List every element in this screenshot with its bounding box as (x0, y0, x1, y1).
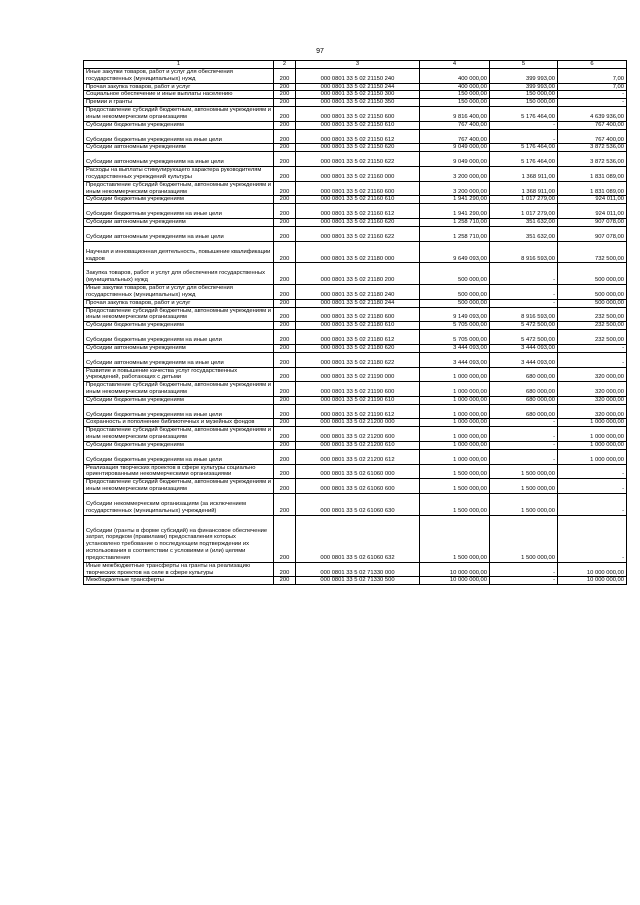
row-code-cell: 200 (274, 307, 296, 322)
row-remaining-cell: 1 000 000,00 (558, 441, 627, 449)
row-executed-cell: 5 472 500,00 (490, 322, 558, 330)
row-name-cell: Субсидии бюджетным учреждениям (84, 121, 274, 129)
row-approved-cell: 1 500 000,00 (420, 493, 490, 515)
row-executed-cell: - (490, 427, 558, 442)
row-approved-cell: 500 000,00 (420, 299, 490, 307)
row-remaining-cell: 320 000,00 (558, 382, 627, 397)
row-code-cell: 200 (274, 196, 296, 204)
row-code-cell: 200 (274, 515, 296, 562)
row-approved-cell: 1 000 000,00 (420, 396, 490, 404)
row-code-cell: 200 (274, 344, 296, 352)
row-code-cell: 200 (274, 91, 296, 99)
row-approved-cell: 500 000,00 (420, 285, 490, 300)
row-kbk-cell: 000 0801 33 5 02 21200 610 (296, 441, 420, 449)
row-name-cell: Развитие и повышение качества услуг государственных учреждений, работающих с детьми (84, 367, 274, 382)
row-name-cell: Иные закупки товаров, работ и услуг для обеспечения государственных (муниципальных) нужд (84, 285, 274, 300)
row-approved-cell: 1 000 000,00 (420, 404, 490, 419)
row-executed-cell: 680 000,00 (490, 396, 558, 404)
row-remaining-cell: - (558, 99, 627, 107)
row-code-cell: 200 (274, 167, 296, 182)
row-kbk-cell: 000 0801 33 5 02 21180 244 (296, 299, 420, 307)
row-kbk-cell: 000 0801 33 5 02 21200 600 (296, 427, 420, 442)
row-name-cell: Субсидии автономным учреждениям (84, 219, 274, 227)
row-kbk-cell: 000 0801 33 5 02 71330 500 (296, 577, 420, 585)
row-code-cell: 200 (274, 577, 296, 585)
table-row (84, 404, 627, 419)
row-name-cell: Субсидии бюджетным учреждениям (84, 196, 274, 204)
table-row (84, 515, 627, 562)
row-remaining-cell: 924 011,00 (558, 204, 627, 219)
row-remaining-cell: 1 000 000,00 (558, 427, 627, 442)
table-row (84, 449, 627, 464)
table-row (84, 299, 627, 307)
column-header-5: 5 (490, 61, 558, 69)
row-executed-cell: 1 500 000,00 (490, 493, 558, 515)
row-executed-cell: - (490, 449, 558, 464)
table-row (84, 241, 627, 263)
row-name-cell: Социальное обеспечение и иные выплаты населению (84, 91, 274, 99)
row-approved-cell: 150 000,00 (420, 91, 490, 99)
table-row (84, 307, 627, 322)
row-remaining-cell: - (558, 493, 627, 515)
row-executed-cell: 3 444 093,00 (490, 344, 558, 352)
row-kbk-cell: 000 0801 33 5 02 21200 612 (296, 449, 420, 464)
row-executed-cell: 5 472 500,00 (490, 330, 558, 345)
row-remaining-cell: 320 000,00 (558, 404, 627, 419)
row-code-cell: 200 (274, 449, 296, 464)
row-kbk-cell: 000 0801 33 5 02 61060 600 (296, 479, 420, 494)
row-name-cell: Субсидии автономным учреждениям (84, 344, 274, 352)
row-name-cell: Субсидии бюджетным учреждениям на иные цели (84, 449, 274, 464)
row-approved-cell: 1 000 000,00 (420, 427, 490, 442)
table-row (84, 226, 627, 241)
row-code-cell: 200 (274, 493, 296, 515)
row-kbk-cell: 000 0801 33 5 02 61060 632 (296, 515, 420, 562)
row-approved-cell: 767 400,00 (420, 121, 490, 129)
column-header-1: 1 (84, 61, 274, 69)
row-code-cell: 200 (274, 83, 296, 91)
row-approved-cell: 1 000 000,00 (420, 419, 490, 427)
row-name-cell: Субсидии бюджетным учреждениям (84, 322, 274, 330)
row-kbk-cell: 000 0801 33 5 02 21180 610 (296, 322, 420, 330)
row-executed-cell: 1 368 911,00 (490, 181, 558, 196)
table-row (84, 167, 627, 182)
row-executed-cell: 8 916 593,00 (490, 307, 558, 322)
row-approved-cell: 1 941 290,00 (420, 196, 490, 204)
row-remaining-cell: 3 872 536,00 (558, 144, 627, 152)
row-name-cell: Расходы на выплаты стимулирующего характера руководителям государственных учреждений культуры (84, 167, 274, 182)
row-approved-cell: 5 705 000,00 (420, 322, 490, 330)
row-approved-cell: 1 258 710,00 (420, 226, 490, 241)
row-kbk-cell: 000 0801 33 5 02 21150 244 (296, 83, 420, 91)
table-row (84, 441, 627, 449)
row-code-cell: 200 (274, 263, 296, 285)
row-executed-cell: - (490, 562, 558, 577)
row-kbk-cell: 000 0801 33 5 02 21190 610 (296, 396, 420, 404)
row-executed-cell: 680 000,00 (490, 367, 558, 382)
row-kbk-cell: 000 0801 33 5 02 21180 620 (296, 344, 420, 352)
row-approved-cell: 1 941 290,00 (420, 204, 490, 219)
page-number: 97 (316, 48, 324, 55)
row-approved-cell: 9 049 000,00 (420, 144, 490, 152)
row-remaining-cell: 1 000 000,00 (558, 449, 627, 464)
row-approved-cell: 1 000 000,00 (420, 367, 490, 382)
row-executed-cell: 8 916 593,00 (490, 241, 558, 263)
row-approved-cell: 1 000 000,00 (420, 449, 490, 464)
row-executed-cell: 351 632,00 (490, 226, 558, 241)
row-name-cell: Межбюджетные трансферты (84, 577, 274, 585)
row-code-cell: 200 (274, 464, 296, 479)
row-name-cell: Премии и гранты (84, 99, 274, 107)
row-code-cell: 200 (274, 330, 296, 345)
row-executed-cell: - (490, 577, 558, 585)
row-name-cell: Предоставление субсидий бюджетным, автономным учреждениям и иным некоммерческим организациям (84, 427, 274, 442)
row-code-cell: 200 (274, 204, 296, 219)
row-kbk-cell: 000 0801 33 5 02 21150 620 (296, 144, 420, 152)
row-executed-cell: 1 368 911,00 (490, 167, 558, 182)
row-kbk-cell: 000 0801 33 5 02 21150 600 (296, 107, 420, 122)
row-kbk-cell: 000 0801 33 5 02 21150 622 (296, 152, 420, 167)
row-code-cell: 200 (274, 152, 296, 167)
row-remaining-cell: 907 078,00 (558, 226, 627, 241)
row-approved-cell: 9 049 000,00 (420, 152, 490, 167)
row-approved-cell: 1 500 000,00 (420, 479, 490, 494)
row-executed-cell: 1 500 000,00 (490, 464, 558, 479)
row-remaining-cell: 500 000,00 (558, 263, 627, 285)
row-executed-cell: 1 017 279,00 (490, 196, 558, 204)
row-remaining-cell: 4 639 936,00 (558, 107, 627, 122)
row-name-cell: Субсидии бюджетным учреждениям на иные цели (84, 330, 274, 345)
table-row (84, 69, 627, 84)
row-remaining-cell: 924 011,00 (558, 196, 627, 204)
row-approved-cell: 9 149 093,00 (420, 307, 490, 322)
row-remaining-cell: - (558, 344, 627, 352)
budget-table (83, 60, 627, 585)
row-executed-cell: 351 632,00 (490, 219, 558, 227)
table-row (84, 577, 627, 585)
row-remaining-cell: 7,00 (558, 69, 627, 84)
row-executed-cell: - (490, 419, 558, 427)
row-remaining-cell: 732 500,00 (558, 241, 627, 263)
row-code-cell: 200 (274, 382, 296, 397)
row-code-cell: 200 (274, 99, 296, 107)
row-name-cell: Прочая закупка товаров, работ и услуг (84, 299, 274, 307)
row-executed-cell: 150 000,00 (490, 91, 558, 99)
row-name-cell: Субсидии автономным учреждениям на иные цели (84, 152, 274, 167)
row-executed-cell: - (490, 441, 558, 449)
row-name-cell: Субсидии автономным учреждениям на иные цели (84, 226, 274, 241)
column-header-2: 2 (274, 61, 296, 69)
row-approved-cell: 3 200 000,00 (420, 181, 490, 196)
row-remaining-cell: 3 872 536,00 (558, 152, 627, 167)
column-header-4: 4 (420, 61, 490, 69)
row-code-cell: 200 (274, 441, 296, 449)
table-row (84, 382, 627, 397)
row-approved-cell: 9 816 400,00 (420, 107, 490, 122)
column-header-3: 3 (296, 61, 420, 69)
row-approved-cell: 10 000 000,00 (420, 562, 490, 577)
row-approved-cell: 3 444 093,00 (420, 352, 490, 367)
row-code-cell: 200 (274, 219, 296, 227)
row-kbk-cell: 000 0801 33 5 02 21180 000 (296, 241, 420, 263)
row-executed-cell: - (490, 121, 558, 129)
row-name-cell: Прочая закупка товаров, работ и услуг (84, 83, 274, 91)
row-kbk-cell: 000 0801 33 5 02 21160 612 (296, 204, 420, 219)
row-name-cell: Субсидии (гранты в форме субсидий) на финансовое обеспечение затрат, порядком (правилами) предоставления которых установлено требование о последующем подтверждении их использования в соответствии с условиями и (или) целями предоставления (84, 515, 274, 562)
row-executed-cell: 5 176 464,00 (490, 152, 558, 167)
table-row (84, 493, 627, 515)
row-kbk-cell: 000 0801 33 5 02 21180 240 (296, 285, 420, 300)
table-row (84, 322, 627, 330)
row-code-cell: 200 (274, 404, 296, 419)
row-remaining-cell: - (558, 515, 627, 562)
table-row (84, 219, 627, 227)
row-name-cell: Сохранность и пополнение библиотечных и музейных фондов (84, 419, 274, 427)
row-kbk-cell: 000 0801 33 5 02 21180 600 (296, 307, 420, 322)
row-remaining-cell: - (558, 464, 627, 479)
row-approved-cell: 1 500 000,00 (420, 464, 490, 479)
row-name-cell: Субсидии бюджетным учреждениям на иные цели (84, 204, 274, 219)
row-name-cell: Закупка товаров, работ и услуг для обеспечения государственных (муниципальных) нужд (84, 263, 274, 285)
table-row (84, 562, 627, 577)
row-approved-cell: 400 000,00 (420, 83, 490, 91)
table-row (84, 181, 627, 196)
row-remaining-cell: 7,00 (558, 83, 627, 91)
row-approved-cell: 500 000,00 (420, 263, 490, 285)
row-remaining-cell: 232 500,00 (558, 330, 627, 345)
table-row (84, 464, 627, 479)
table-row (84, 419, 627, 427)
row-kbk-cell: 000 0801 33 5 02 21160 620 (296, 219, 420, 227)
table-row (84, 285, 627, 300)
table-row (84, 367, 627, 382)
row-kbk-cell: 000 0801 33 5 02 21160 622 (296, 226, 420, 241)
row-code-cell: 200 (274, 121, 296, 129)
row-approved-cell: 400 000,00 (420, 69, 490, 84)
table-row (84, 204, 627, 219)
row-approved-cell: 9 649 093,00 (420, 241, 490, 263)
row-executed-cell: 399 993,00 (490, 83, 558, 91)
row-remaining-cell: 1 831 089,00 (558, 167, 627, 182)
row-code-cell: 200 (274, 396, 296, 404)
row-code-cell: 200 (274, 226, 296, 241)
table-header-row (84, 61, 627, 69)
row-kbk-cell: 000 0801 33 5 02 21150 610 (296, 121, 420, 129)
row-kbk-cell: 000 0801 33 5 02 21180 612 (296, 330, 420, 345)
row-remaining-cell: 500 000,00 (558, 285, 627, 300)
row-approved-cell: 767 400,00 (420, 129, 490, 144)
row-executed-cell: 5 176 464,00 (490, 144, 558, 152)
row-name-cell: Субсидии бюджетным учреждениям на иные цели (84, 404, 274, 419)
row-executed-cell: - (490, 299, 558, 307)
row-executed-cell: 680 000,00 (490, 382, 558, 397)
row-kbk-cell: 000 0801 33 5 02 21160 000 (296, 167, 420, 182)
row-approved-cell: 10 000 000,00 (420, 577, 490, 585)
row-code-cell: 200 (274, 241, 296, 263)
row-executed-cell: 680 000,00 (490, 404, 558, 419)
row-code-cell: 200 (274, 181, 296, 196)
table-row (84, 107, 627, 122)
row-name-cell: Предоставление субсидий бюджетным, автономным учреждениям и иным некоммерческим организациям (84, 479, 274, 494)
row-remaining-cell: 767 400,00 (558, 121, 627, 129)
table-row (84, 479, 627, 494)
row-kbk-cell: 000 0801 33 5 02 61060 630 (296, 493, 420, 515)
row-executed-cell: 3 444 093,00 (490, 352, 558, 367)
row-approved-cell: 1 258 710,00 (420, 219, 490, 227)
row-remaining-cell: 320 000,00 (558, 396, 627, 404)
row-name-cell: Предоставление субсидий бюджетным, автономным учреждениям и иным некоммерческим организациям (84, 107, 274, 122)
row-executed-cell: 150 000,00 (490, 99, 558, 107)
row-remaining-cell: 500 000,00 (558, 299, 627, 307)
row-remaining-cell: 320 000,00 (558, 367, 627, 382)
row-name-cell: Реализация творческих проектов в сфере культуры социально ориентированными некоммерческими организациями (84, 464, 274, 479)
row-remaining-cell: 1 831 089,00 (558, 181, 627, 196)
column-header-6: 6 (558, 61, 627, 69)
row-remaining-cell: - (558, 91, 627, 99)
row-kbk-cell: 000 0801 33 5 02 61060 000 (296, 464, 420, 479)
row-approved-cell: 1 000 000,00 (420, 441, 490, 449)
table-row (84, 121, 627, 129)
table-body (84, 69, 627, 585)
row-name-cell: Субсидии бюджетным учреждениям (84, 441, 274, 449)
row-executed-cell: - (490, 129, 558, 144)
row-remaining-cell: 10 000 000,00 (558, 577, 627, 585)
row-approved-cell: 1 500 000,00 (420, 515, 490, 562)
row-executed-cell: 399 993,00 (490, 69, 558, 84)
row-approved-cell: 5 705 000,00 (420, 330, 490, 345)
row-code-cell: 200 (274, 69, 296, 84)
row-name-cell: Предоставление субсидий бюджетным, автономным учреждениям и иным некоммерческим организациям (84, 181, 274, 196)
row-name-cell: Предоставление субсидий бюджетным, автономным учреждениям и иным некоммерческим организациям (84, 307, 274, 322)
table-row (84, 144, 627, 152)
row-kbk-cell: 000 0801 33 5 02 21190 600 (296, 382, 420, 397)
row-code-cell: 200 (274, 479, 296, 494)
table-row (84, 83, 627, 91)
row-approved-cell: 3 200 000,00 (420, 167, 490, 182)
row-name-cell: Научная и инновационная деятельность, повышение квалификации кадров (84, 241, 274, 263)
row-name-cell: Субсидии автономным учреждениям (84, 144, 274, 152)
row-kbk-cell: 000 0801 33 5 02 21190 612 (296, 404, 420, 419)
row-code-cell: 200 (274, 322, 296, 330)
row-remaining-cell: - (558, 352, 627, 367)
table-row (84, 152, 627, 167)
row-remaining-cell: 10 000 000,00 (558, 562, 627, 577)
table-row (84, 99, 627, 107)
table-row (84, 396, 627, 404)
row-name-cell: Предоставление субсидий бюджетным, автономным учреждениям и иным некоммерческим организациям (84, 382, 274, 397)
row-name-cell: Субсидии некоммерческим организациям (за исключением государственных (муниципальных) учреждений) (84, 493, 274, 515)
row-kbk-cell: 000 0801 33 5 02 71330 000 (296, 562, 420, 577)
row-code-cell: 200 (274, 427, 296, 442)
row-kbk-cell: 000 0801 33 5 02 21200 000 (296, 419, 420, 427)
row-remaining-cell: 1 000 000,00 (558, 419, 627, 427)
row-executed-cell: 1 500 000,00 (490, 479, 558, 494)
row-code-cell: 200 (274, 285, 296, 300)
table-row (84, 330, 627, 345)
row-remaining-cell: 767 400,00 (558, 129, 627, 144)
row-kbk-cell: 000 0801 33 5 02 21150 300 (296, 91, 420, 99)
table-row (84, 129, 627, 144)
row-kbk-cell: 000 0801 33 5 02 21150 612 (296, 129, 420, 144)
row-name-cell: Субсидии автономным учреждениям на иные цели (84, 352, 274, 367)
row-name-cell: Субсидии бюджетным учреждениям на иные цели (84, 129, 274, 144)
row-code-cell: 200 (274, 107, 296, 122)
row-code-cell: 200 (274, 299, 296, 307)
row-kbk-cell: 000 0801 33 5 02 21160 610 (296, 196, 420, 204)
row-kbk-cell: 000 0801 33 5 02 21150 350 (296, 99, 420, 107)
row-executed-cell: - (490, 285, 558, 300)
table-row (84, 344, 627, 352)
row-executed-cell: 5 176 464,00 (490, 107, 558, 122)
row-kbk-cell: 000 0801 33 5 02 21180 622 (296, 352, 420, 367)
row-kbk-cell: 000 0801 33 5 02 21150 240 (296, 69, 420, 84)
row-name-cell: Иные межбюджетные трансферты на гранты на реализацию творческих проектов на селе в сфере культуры (84, 562, 274, 577)
row-executed-cell: 1 017 279,00 (490, 204, 558, 219)
row-kbk-cell: 000 0801 33 5 02 21160 600 (296, 181, 420, 196)
row-code-cell: 200 (274, 367, 296, 382)
row-remaining-cell: 907 078,00 (558, 219, 627, 227)
row-code-cell: 200 (274, 352, 296, 367)
row-approved-cell: 1 000 000,00 (420, 382, 490, 397)
table-row (84, 263, 627, 285)
table-row (84, 427, 627, 442)
table-row (84, 352, 627, 367)
row-code-cell: 200 (274, 419, 296, 427)
row-approved-cell: 3 444 093,00 (420, 344, 490, 352)
row-code-cell: 200 (274, 144, 296, 152)
row-code-cell: 200 (274, 129, 296, 144)
table-row (84, 91, 627, 99)
row-remaining-cell: - (558, 479, 627, 494)
row-kbk-cell: 000 0801 33 5 02 21180 200 (296, 263, 420, 285)
row-name-cell: Субсидии бюджетным учреждениям (84, 396, 274, 404)
row-kbk-cell: 000 0801 33 5 02 21190 000 (296, 367, 420, 382)
table-row (84, 196, 627, 204)
row-approved-cell: 150 000,00 (420, 99, 490, 107)
row-executed-cell: 1 500 000,00 (490, 515, 558, 562)
row-executed-cell: - (490, 263, 558, 285)
row-name-cell: Иные закупки товаров, работ и услуг для обеспечения государственных (муниципальных) нужд (84, 69, 274, 84)
row-remaining-cell: 232 500,00 (558, 307, 627, 322)
row-code-cell: 200 (274, 562, 296, 577)
row-remaining-cell: 232 500,00 (558, 322, 627, 330)
